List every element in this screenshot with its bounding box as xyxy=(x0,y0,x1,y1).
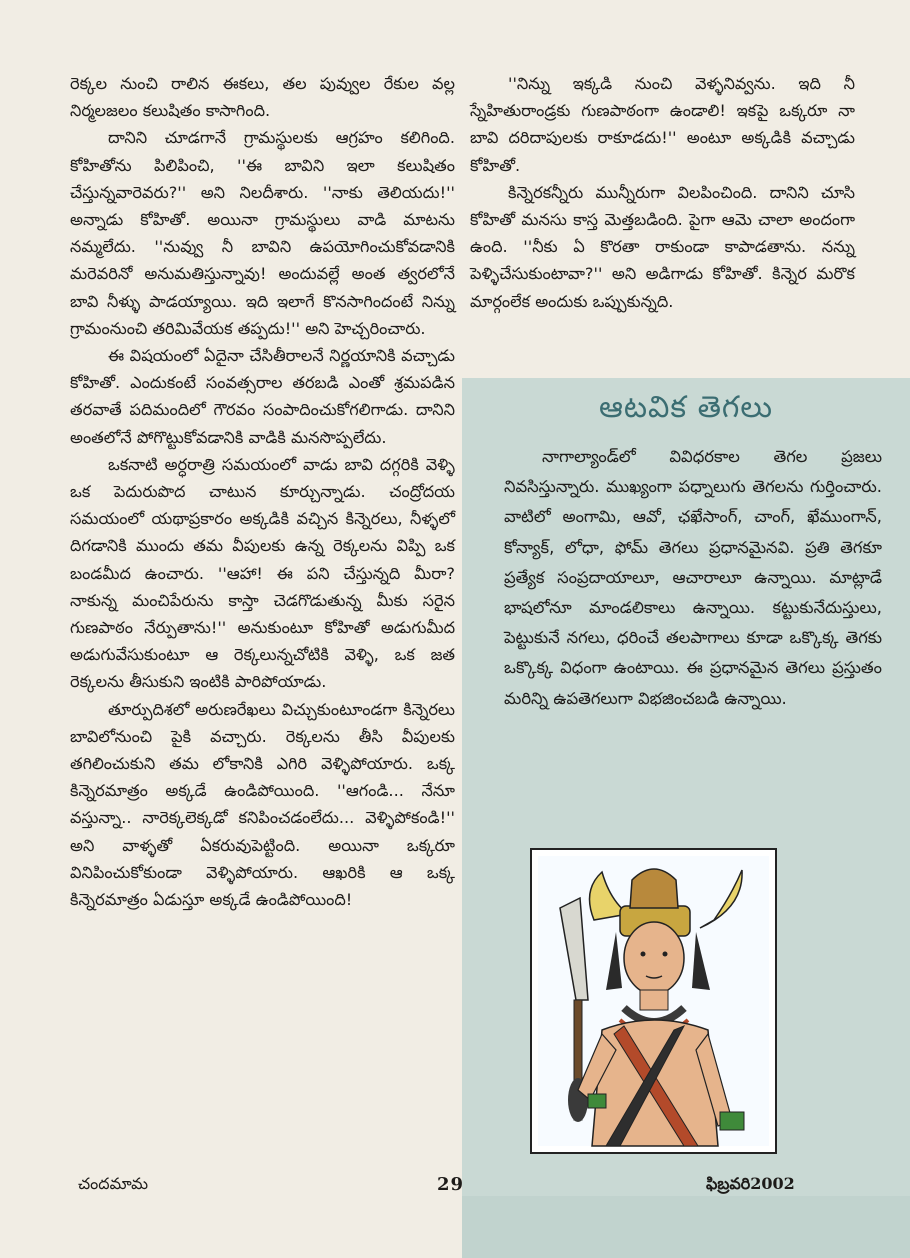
warrior-figure-icon xyxy=(532,850,775,1152)
story-paragraph: దానిని చూడగానే గ్రామస్థులకు ఆగ్రహం కలిగింది. కోహితోను పిలిపించి, ''ఈ బావిని ఇలా కలుషితం చేస్తున్నవారెవరు?'' అని నిలదీశారు. ''నాకు తెలియదు!'' అన్నాడు కోహితో. అయినా గ్రామస్థులు వాడి మాటను నమ్మలేదు. ''నువ్వు నీ బావిని ఉపయోగించుకోవడానికి మరెవరినో అనుమతిస్తున్నావు! అందువల్లే అంత త్వరలోనే బావి నీళ్ళు పాడయ్యాయి. ఇది ఇలాగే కొనసాగిందంటే నిన్ను గ్రామంనుంచి తరిమివేయక తప్పదు!'' అని హెచ్చరించారు. xyxy=(70,128,455,338)
story-paragraph: ఒకనాటి అర్ధరాత్రి సమయంలో వాడు బావి దగ్గరికి వెళ్ళి ఒక పెదురుపొద చాటున కూర్చున్నాడు. చంద్రోదయ సమయంలో యథాప్రకారం అక్కడికి వచ్చిన కిన్నెరలు, నీళ్ళలో దిగడానికి ముందు తమ వీపులకు ఉన్న రెక్కలను విప్పి ఒక బండమీద ఉంచారు. ''ఆహా! ఈ పని చేస్తున్నది మీరా? నాకున్న మంచిపేరును కాస్తా చెడగొడుతున్న మీకు సరైన గుణపాఠం నేర్పుతాను!'' అనుకుంటూ కోహితో అడుగుమీద అడుగువేసుకుంటూ ఆ రెక్కలున్నచోటికి వెళ్ళి, ఒక జత రెక్కలను తీసుకుని ఇంటికి పారిపోయాడు. xyxy=(70,454,455,692)
info-box-paragraph: నాగాల్యాండ్‌లో వివిధరకాల తెగల ప్రజలు నివసిస్తున్నారు. ముఖ్యంగా పధ్నాలుగు తెగలను గుర్తించారు. వాటిలో అంగామి, ఆవో, ఛఖేసాంగ్, చాంగ్, ఖేముంగాన్, కోన్యాక్, లోధా, ఫోమ్ తెగలు ప్రధానమైనవి. ప్రతి తెగకూ ప్రత్యేక సంప్రదాయాలూ, ఆచారాలూ ఉన్నాయి. మాట్లాడే భాషలోనూ మాండలికాలు ఉన్నాయి. కట్టుకునేదుస్తులు, పెట్టుకునే నగలు, ధరించే తలపాగాలు కూడా ఒక్కొక్క తెగకు ఒక్కొక్క విధంగా ఉంటాయి. ఈ ప్రధానమైన తెగలు ప్రస్తుతం మరిన్ని ఉపతెగలుగా విభజించబడి ఉన్నాయి. xyxy=(504,447,882,708)
decorative-band xyxy=(462,1196,910,1258)
story-column-right xyxy=(470,70,855,315)
magazine-name: చందమామ xyxy=(78,1174,149,1193)
tribal-warrior-illustration xyxy=(530,848,777,1154)
story-paragraph: ''నిన్ను ఇక్కడి నుంచి వెళ్ళనివ్వను. ఇది నీ స్నేహితురాండ్రకు గుణపాఠంగా ఉండాలి! ఇకపై ఒక్కరూ నా బావి దరిదాపులకు రాకూడదు!'' అంటూ అక్కడికి వచ్చాడు కోహితో. xyxy=(470,74,855,175)
story-paragraph: తూర్పుదిశలో అరుణరేఖలు విచ్చుకుంటూండగా కిన్నెరలు బావిలోనుంచి పైకి వచ్చారు. రెక్కలను తీసి వీపులకు తగిలించుకుని తమ లోకానికి ఎగిరి వెళ్ళిపోయారు. ఒక్క కిన్నెరమాత్రం అక్కడే ఉండిపోయింది. ''ఆగండి... నేనూ వస్తున్నా.. నారెక్కలెక్కడో కనిపించడంలేదు... వెళ్ళిపోకండి!'' అని వాళ్ళతో ఏకరువుపెట్టింది. అయినా ఒక్కరూ వినిపించుకోకుండా వెళ్ళిపోయారు. ఆఖరికి ఆ ఒక్క కిన్నెరమాత్రం ఏడుస్తూ అక్కడే ఉండిపోయింది! xyxy=(70,699,455,910)
page-number: 29 xyxy=(437,1174,465,1195)
issue-date: ఫిబ్రవరి2002 xyxy=(706,1174,795,1193)
story-column-left xyxy=(70,70,455,913)
info-box-body xyxy=(504,442,882,714)
info-box-title: ఆటవిక తెగలు xyxy=(598,390,774,425)
story-paragraph: కిన్నెరకన్నీరు మున్నీరుగా విలపించింది. దానిని చూసి కోహితో మనసు కాస్త మెత్తబడింది. పైగా ఆమె చాలా అందంగా ఉంది. ''నీకు ఏ కొరతా రాకుండా కాపాడతాను. నన్ను పెళ్ళిచేసుకుంటావా?'' అని అడిగాడు కోహితో. కిన్నెర మరొక మార్గంలేక అందుకు ఒప్పుకున్నది. xyxy=(470,182,855,311)
story-paragraph: ఈ విషయంలో ఏదైనా చేసితీరాలనే నిర్ణయానికి వచ్చాడు కోహితో. ఎందుకంటే సంవత్సరాల తరబడి ఎంతో శ్రమపడిన తరవాతే పదిమందిలో గౌరవం సంపాదించుకోగలిగాడు. దానిని అంతలోనే పోగొట్టుకోవడానికి వాడికి మనసొప్పలేదు. xyxy=(70,346,455,447)
story-paragraph: రెక్కల నుంచి రాలిన ఈకలు, తల పువ్వుల రేకుల వల్ల నిర్మలజలం కలుషితం కాసాగింది. xyxy=(70,74,455,121)
